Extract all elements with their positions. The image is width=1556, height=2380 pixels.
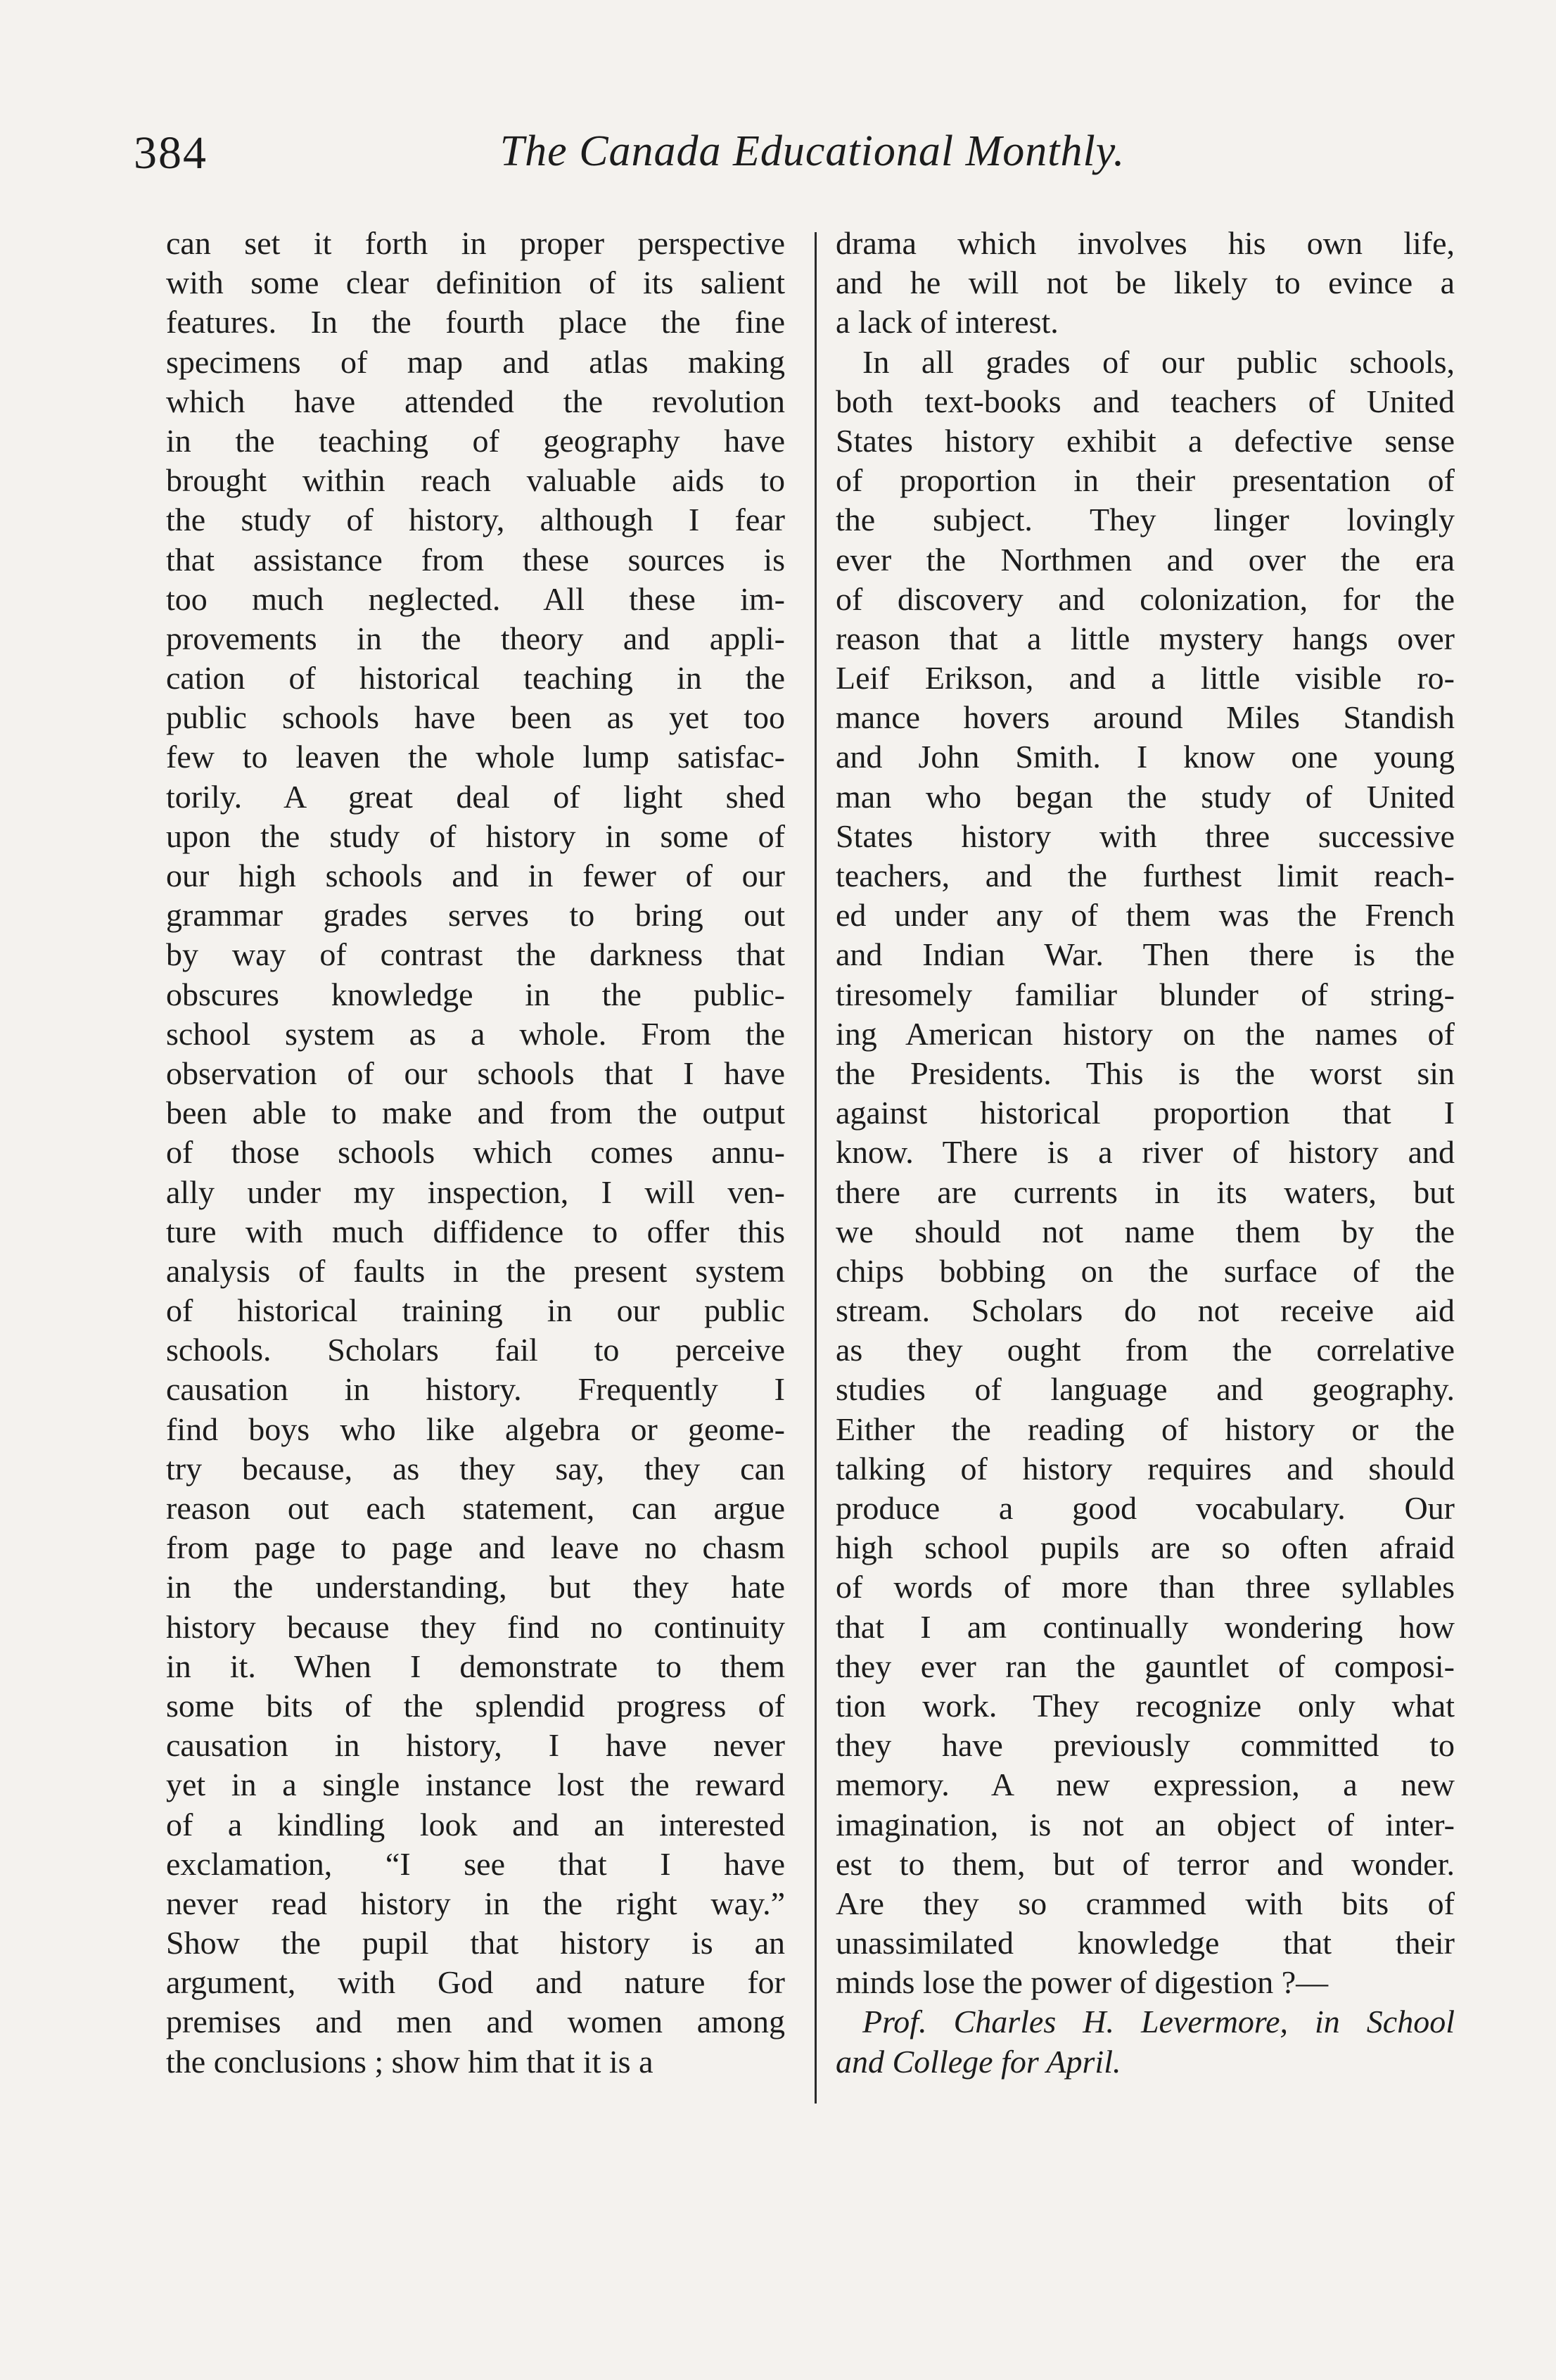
text-line: Either the reading of history or the <box>836 1411 1455 1447</box>
citation <box>836 2002 1455 2081</box>
text-line: and John Smith. I know one young <box>836 739 1455 775</box>
text-line: reason out each statement, can argue <box>166 1490 785 1526</box>
text-line: ally under my inspection, I will ven- <box>166 1173 785 1210</box>
text-line: of historical training in our public <box>166 1292 785 1329</box>
text-line: some bits of the splendid progress of <box>166 1687 785 1724</box>
text-line: ed under any of them was the French <box>836 897 1455 934</box>
text-line: of words of more than three syllables <box>836 1569 1455 1605</box>
text-line: premises and men and women among <box>166 2004 785 2040</box>
text-line: in the understanding, but they hate <box>166 1569 785 1605</box>
text-line: in it. When I demonstrate to them <box>166 1648 785 1684</box>
text-line: which have attended the revolution <box>166 383 785 419</box>
text-line: memory. A new expression, a new <box>836 1767 1455 1803</box>
text-line: unassimilated knowledge that their <box>836 1925 1455 1961</box>
text-line: history because they find no continuity <box>166 1608 785 1645</box>
journal-title: The Canada Educational Monthly. <box>499 127 1125 175</box>
text-line: teachers, and the furthest limit reach- <box>836 858 1455 893</box>
text-line: as they ought from the correlative <box>836 1332 1455 1368</box>
text-line: can set it forth in proper perspective <box>166 225 785 261</box>
text-line: there are currents in its waters, but <box>836 1173 1455 1210</box>
text-line: yet in a single instance lost the reward <box>166 1767 785 1803</box>
page-number: 384 <box>134 127 208 179</box>
text-line: torily. A great deal of light shed <box>166 778 785 815</box>
text-line: they ever ran the gauntlet of composi- <box>836 1648 1455 1684</box>
text-line: obscures knowledge in the public- <box>166 976 785 1012</box>
text-line: high school pupils are so often afraid <box>836 1529 1455 1566</box>
text-line: cation of historical teaching in the <box>166 660 785 696</box>
text-line: features. In the fourth place the fine <box>166 304 785 341</box>
text-line: chips bobbing on the surface of the <box>836 1252 1455 1289</box>
text-line: been able to make and from the output <box>166 1095 785 1131</box>
text-line: that assistance from these sources is <box>166 541 785 578</box>
text-line: tiresomely familiar blunder of string- <box>836 976 1455 1012</box>
text-line: both text-books and teachers of United <box>836 383 1455 419</box>
text-line: analysis of faults in the present system <box>166 1252 785 1289</box>
text-line: tion work. They recognize only what <box>836 1687 1455 1724</box>
text-line: Show the pupil that history is an <box>166 1925 785 1961</box>
text-line: reason that a little mystery hangs over <box>836 620 1455 656</box>
text-line: States history exhibit a defective sense <box>836 422 1455 459</box>
text-line: we should not name them by the <box>836 1213 1455 1249</box>
text-line: from page to page and leave no chasm <box>166 1529 785 1566</box>
citation-line: Prof. Charles H. Levermore, in School <box>862 2004 1455 2040</box>
text-line: produce a good vocabulary. Our <box>836 1490 1455 1526</box>
column-divider <box>815 232 817 2104</box>
text-line: a lack of interest. <box>836 304 1059 341</box>
text-line: find boys who like algebra or geome- <box>166 1411 785 1447</box>
running-head <box>134 120 1491 197</box>
text-line: minds lose the power of digestion ?— <box>836 1964 1329 2001</box>
text-line: specimens of map and atlas making <box>166 343 785 380</box>
text-line: exclamation, “I see that I have <box>166 1845 785 1882</box>
text-line: brought within reach valuable aids to <box>166 462 785 499</box>
text-line: grammar grades serves to bring out <box>166 897 785 934</box>
text-line: against historical proportion that I <box>836 1095 1455 1131</box>
text-line: of proportion in their presentation of <box>836 462 1455 499</box>
text-line: the study of history, although I fear <box>166 502 785 538</box>
text-line: of a kindling look and an interested <box>166 1806 785 1843</box>
text-line: provements in the theory and appli- <box>166 620 785 656</box>
text-line: that I am continually wondering how <box>836 1608 1455 1645</box>
text-line: observation of our schools that I have <box>166 1055 785 1091</box>
text-line: man who began the study of United <box>836 778 1455 815</box>
text-line: of discovery and colonization, for the <box>836 580 1455 617</box>
text-line: causation in history. Frequently I <box>166 1371 785 1408</box>
text-line: schools. Scholars fail to perceive <box>166 1332 785 1368</box>
text-line: never read history in the right way.” <box>166 1885 785 1921</box>
text-line: too much neglected. All these im- <box>166 580 785 617</box>
citation-line: and College for April. <box>836 2043 1121 2080</box>
text-line: by way of contrast the darkness that <box>166 936 785 973</box>
text-line: drama which involves his own life, <box>836 225 1455 261</box>
text-line: ing American history on the names of <box>836 1015 1455 1052</box>
left-text-column <box>166 224 785 2082</box>
right-text-column <box>836 224 1455 2082</box>
text-line: In all grades of our public schools, <box>862 343 1455 380</box>
text-line: the subject. They linger lovingly <box>836 502 1455 538</box>
text-line: they have previously committed to <box>836 1727 1455 1764</box>
text-line: in the teaching of geography have <box>166 422 785 459</box>
text-line: ever the Northmen and over the era <box>836 541 1455 578</box>
text-line: imagination, is not an object of inter- <box>836 1806 1455 1843</box>
text-line: public schools have been as yet too <box>166 699 785 736</box>
text-line: causation in history, I have never <box>166 1727 785 1764</box>
text-line: school system as a whole. From the <box>166 1015 785 1052</box>
text-line: try because, as they say, they can <box>166 1450 785 1487</box>
text-line: the conclusions ; show him that it is a <box>166 2043 653 2080</box>
text-line: argument, with God and nature for <box>166 1964 785 2001</box>
text-line: few to leaven the whole lump satisfac- <box>166 739 785 775</box>
text-line: upon the study of history in some of <box>166 817 785 854</box>
text-line: talking of history requires and should <box>836 1450 1455 1487</box>
text-line: the Presidents. This is the worst sin <box>836 1055 1455 1091</box>
text-line: know. There is a river of history and <box>836 1134 1455 1171</box>
text-line: with some clear definition of its salient <box>166 265 785 301</box>
text-line: ture with much diffidence to offer this <box>166 1213 785 1249</box>
text-line: mance hovers around Miles Standish <box>836 699 1455 736</box>
text-line: est to them, but of terror and wonder. <box>836 1845 1455 1882</box>
text-line: of those schools which comes annu- <box>166 1134 785 1171</box>
text-line: stream. Scholars do not receive aid <box>836 1292 1455 1329</box>
text-line: Are they so crammed with bits of <box>836 1885 1455 1921</box>
text-line: studies of language and geography. <box>836 1371 1455 1408</box>
text-line: and Indian War. Then there is the <box>836 936 1455 973</box>
text-line: Leif Erikson, and a little visible ro- <box>836 660 1455 696</box>
text-line: and he will not be likely to evince a <box>836 265 1455 301</box>
text-line: our high schools and in fewer of our <box>166 858 785 893</box>
text-line: States history with three successive <box>836 817 1455 854</box>
